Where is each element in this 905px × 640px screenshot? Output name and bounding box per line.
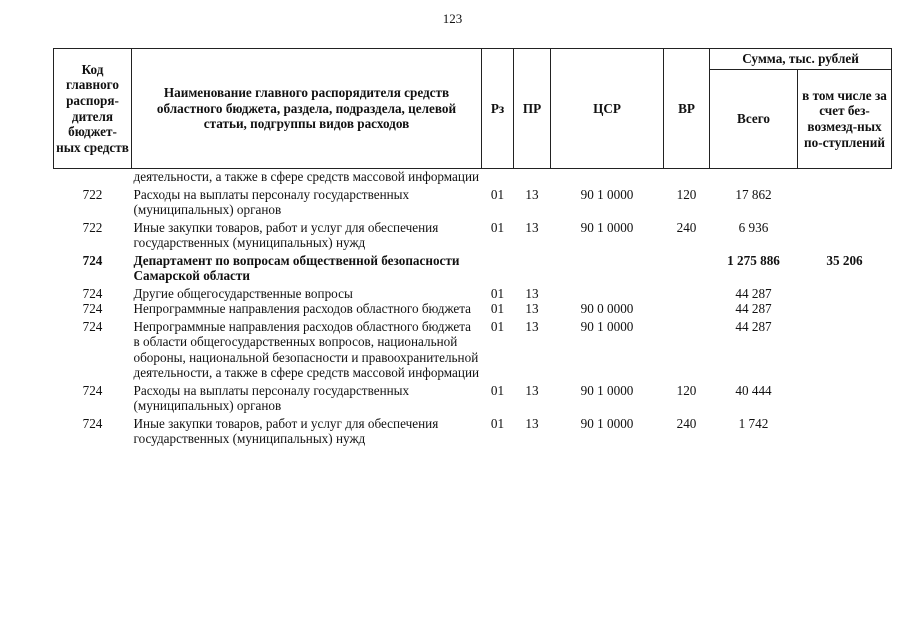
cell-pr: 13 (525, 382, 539, 398)
cell-rz: 01 (490, 301, 505, 316)
header-row (54, 49, 892, 70)
cell-code (54, 169, 132, 185)
cell-rz: 01 (490, 186, 505, 202)
header-vr: ВР (664, 49, 710, 169)
table-row (54, 218, 892, 251)
cell-vr (664, 251, 710, 284)
cell-vr (664, 317, 710, 381)
cell-grant (798, 381, 892, 414)
header-name: Наименование главного распорядителя средств областного бюджета, раздела, подраздела, целевой статьи, подгруппы видов расходов (132, 49, 482, 169)
cell-total: 44 287 (735, 285, 772, 301)
cell-total: 40 444 (735, 382, 772, 398)
cell-vr (664, 284, 710, 302)
header-sum-group: Сумма, тыс. рублей (710, 49, 892, 70)
cell-total: 17 862 (735, 186, 772, 202)
cell-name: Расходы на выплаты персоналу государственных (муниципальных) органов (133, 186, 410, 217)
cell-code: 724 (82, 318, 103, 334)
cell-grant (798, 317, 892, 381)
cell-rz (482, 169, 514, 185)
table-row (54, 169, 892, 185)
header-csr: ЦСР (551, 49, 664, 169)
cell-rz: 01 (490, 415, 505, 431)
table-row (54, 301, 892, 317)
cell-rz: 01 (490, 382, 505, 398)
cell-name: Иные закупки товаров, работ и услуг для обеспечения государственных (муниципальных) нужд (133, 415, 439, 446)
cell-csr (551, 284, 664, 302)
cell-vr: 120 (676, 186, 697, 202)
cell-rz (482, 251, 514, 284)
cell-total: 44 287 (735, 318, 772, 334)
cell-code: 722 (82, 219, 103, 235)
header-grant: в том числе за счет без-возмезд-ных по-ступлений (798, 70, 892, 169)
cell-pr: 13 (525, 318, 539, 334)
cell-pr (514, 169, 551, 185)
cell-csr: 90 1 0000 (580, 415, 634, 431)
cell-code: 722 (82, 186, 103, 202)
page-number: 123 (442, 11, 463, 26)
table-row (54, 185, 892, 218)
cell-pr (514, 251, 551, 284)
cell-vr: 240 (676, 415, 697, 431)
budget-table (53, 48, 892, 447)
cell-name: Расходы на выплаты персоналу государственных (муниципальных) органов (133, 382, 410, 413)
cell-code: 724 (82, 415, 103, 431)
cell-pr: 13 (525, 186, 539, 202)
cell-name: деятельности, а также в сфере средств массовой информации (133, 169, 480, 184)
cell-grant (798, 284, 892, 302)
cell-csr: 90 1 0000 (580, 318, 634, 334)
cell-grant: 35 206 (826, 252, 863, 268)
cell-total: 1 275 886 (727, 252, 780, 268)
cell-pr: 13 (525, 219, 539, 235)
cell-name: Непрограммные направления расходов областного бюджета (133, 301, 472, 316)
cell-code: 724 (82, 252, 103, 268)
cell-rz: 01 (490, 219, 505, 235)
cell-vr: 120 (676, 382, 697, 398)
table-row-department (54, 251, 892, 284)
cell-name: Департамент по вопросам общественной безопасности Самарской области (133, 252, 460, 283)
header-rz: Рз (482, 49, 514, 169)
cell-pr: 13 (525, 301, 539, 316)
cell-grant (798, 414, 892, 447)
table-row (54, 381, 892, 414)
cell-code: 724 (82, 301, 103, 316)
cell-csr (551, 169, 664, 185)
cell-vr: 240 (676, 219, 697, 235)
cell-vr (664, 301, 710, 317)
cell-total: 6 936 (738, 219, 769, 235)
cell-grant (798, 169, 892, 185)
cell-csr: 90 1 0000 (580, 382, 634, 398)
cell-csr: 90 1 0000 (580, 186, 634, 202)
cell-csr (551, 251, 664, 284)
cell-vr (664, 169, 710, 185)
header-code: Код главного распоря-дителя бюджет-ных средств (54, 49, 132, 169)
cell-grant (798, 218, 892, 251)
cell-name: Другие общегосударственные вопросы (133, 285, 353, 301)
table-row (54, 317, 892, 381)
cell-total: 44 287 (735, 301, 772, 316)
cell-total (710, 169, 798, 185)
cell-rz: 01 (490, 285, 505, 301)
cell-pr: 13 (525, 415, 539, 431)
table-row (54, 414, 892, 447)
cell-pr: 13 (525, 285, 539, 301)
cell-name: Иные закупки товаров, работ и услуг для обеспечения государственных (муниципальных) нужд (133, 219, 439, 250)
cell-grant (798, 301, 892, 317)
cell-csr: 90 0 0000 (580, 301, 634, 316)
cell-name: Непрограммные направления расходов областного бюджета в области общегосударственных вопросов, национальной обороны, национальной безопасности и правоохранительной деятельности, а также в сфере средств массовой информации (133, 318, 480, 380)
header-pr: ПР (514, 49, 551, 169)
cell-total: 1 742 (738, 415, 769, 431)
cell-rz: 01 (490, 318, 505, 334)
cell-csr: 90 1 0000 (580, 219, 634, 235)
table-row (54, 284, 892, 302)
header-total: Всего (710, 70, 798, 169)
cell-code: 724 (82, 382, 103, 398)
cell-code: 724 (82, 285, 103, 301)
cell-grant (798, 185, 892, 218)
